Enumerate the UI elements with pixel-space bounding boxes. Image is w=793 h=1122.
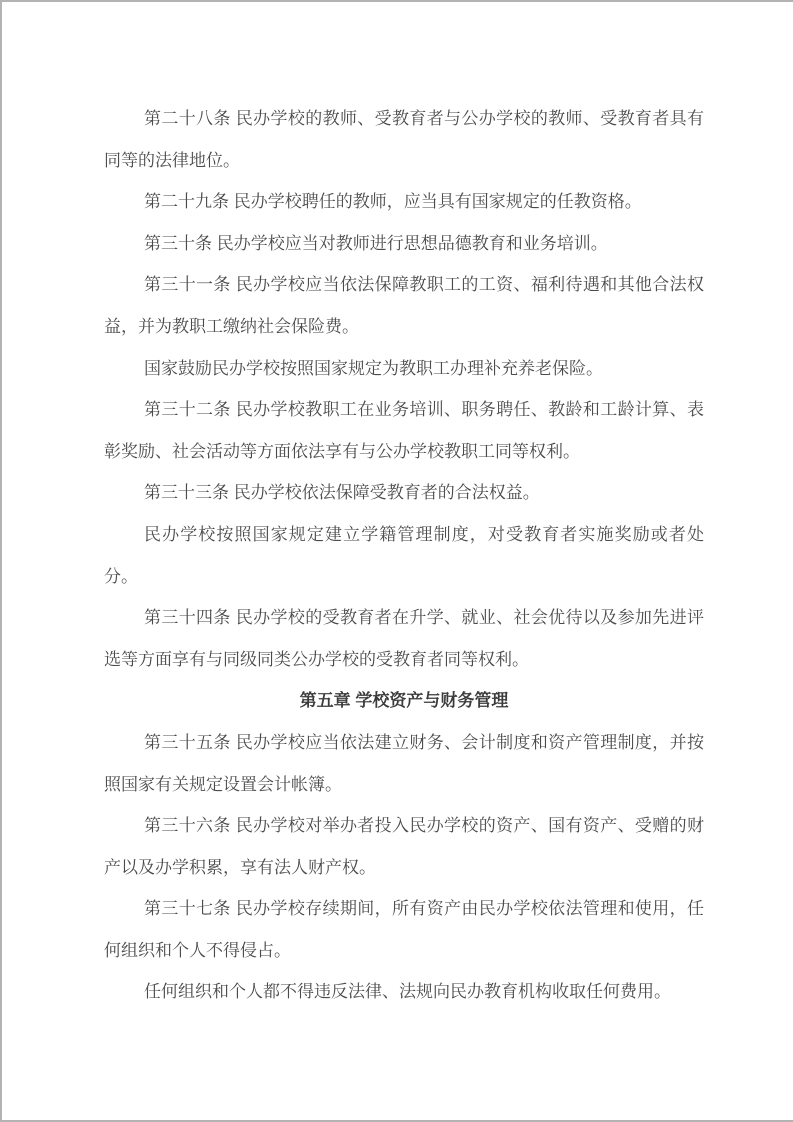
paragraph: 任何组织和个人都不得违反法律、法规向民办教育机构收取任何费用。: [144, 982, 671, 1002]
paragraph: 第二十九条 民办学校聘任的教师，应当具有国家规定的任教资格。: [144, 192, 642, 212]
paragraph: 第三十六条 民办学校对举办者投入民办学校的资产、国有资产、受赠的财产以及办学积累，享有法人财产权。: [104, 816, 704, 877]
paragraph: 第二十八条 民办学校的教师、受教育者与公办学校的教师、受教育者具有同等的法律地位。: [104, 109, 704, 170]
document-content: [2, 2, 793, 1013]
paragraph: 第三十二条 民办学校教职工在业务培训、职务聘任、教龄和工龄计算、表彰奖励、社会活动等方面依法享有与公办学校教职工同等权利。: [104, 400, 704, 461]
chapter-heading: 第五章 学校资产与财务管理: [299, 691, 509, 711]
paragraph: 民办学校按照国家规定建立学籍管理制度，对受教育者实施奖励或者处分。: [104, 524, 704, 586]
paragraph: 第三十条 民办学校应当对教师进行思想品德教育和业务培训。: [144, 233, 608, 253]
paragraph: 第三十一条 民办学校应当依法保障教职工的工资、福利待遇和其他合法权益，并为教职工缴纳社会保险费。: [104, 275, 704, 336]
paragraph: 第三十七条 民办学校存续期间，所有资产由民办学校依法管理和使用，任何组织和个人不得侵占。: [104, 899, 704, 960]
paragraph: 第三十四条 民办学校的受教育者在升学、就业、社会优待以及参加先进评选等方面享有与同级同类公办学校的受教育者同等权利。: [104, 608, 704, 669]
paragraph: 国家鼓励民办学校按照国家规定为教职工办理补充养老保险。: [144, 358, 603, 378]
paragraph: 第三十三条 民办学校依法保障受教育者的合法权益。: [144, 483, 540, 503]
paragraph: 第三十五条 民办学校应当依法建立财务、会计制度和资产管理制度，并按照国家有关规定设置会计帐簿。: [104, 732, 704, 794]
